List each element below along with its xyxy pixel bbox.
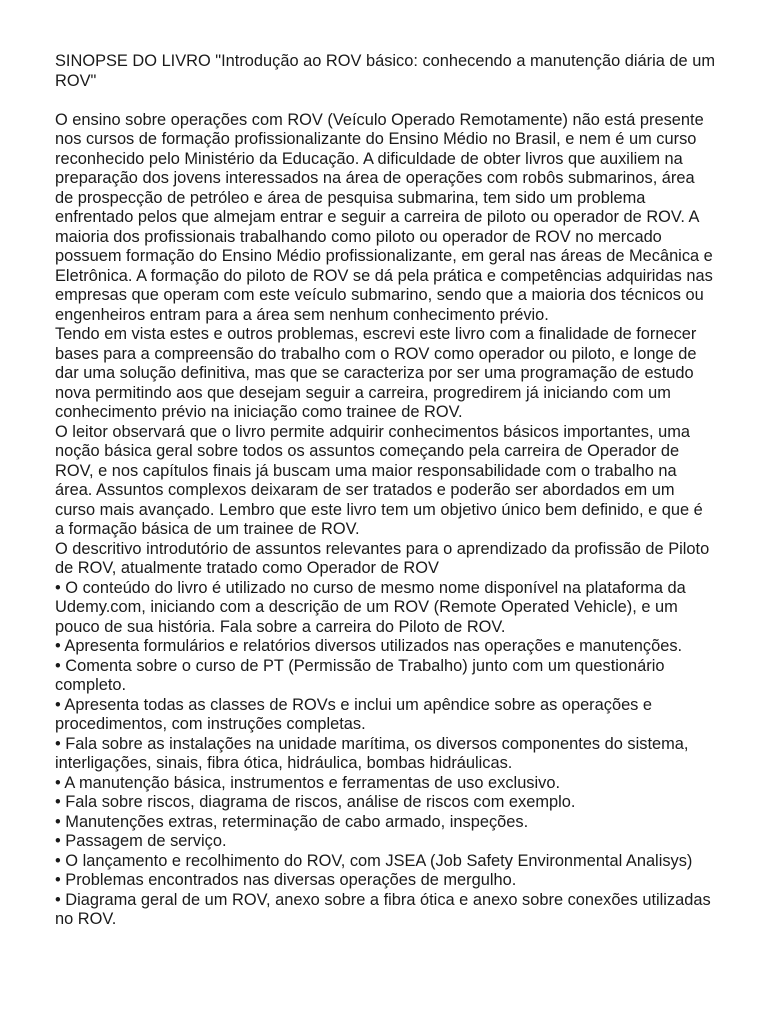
document-title: SINOPSE DO LIVRO "Introdução ao ROV básico: conhecendo a manutenção diária de um ROV": [55, 52, 715, 90]
paragraph-intro: O ensino sobre operações com ROV (Veículo Operado Remotamente) não está presente nos cursos de formação profissionalizante do Ensino Médio no Brasil, e nem é um curso reconhecido pelo Ministério da Educação. A dificuldade de obter livros que auxiliem na preparação dos jovens interessados na área de operações com robôs submarinos, área de prospecção de petróleo e área de pesquisa submarina, tem sido um problema enfrentado pelos que almejam entrar e seguir a carreira de piloto ou operador de ROV. A maioria dos profissionais trabalhando como piloto ou operador de ROV no mercado possuem formação do Ensino Médio profissionalizante, em geral nas áreas de Mecânica e Eletrônica. A formação do piloto de ROV se dá pela prática e competências adquiridas nas empresas que operam com este veículo submarino, sendo que a maioria dos técnicos ou engenheiros entram para a área sem nenhum conhecimento prévio.: [55, 110, 713, 324]
bullet-item: • Passagem de serviço.: [55, 832, 227, 850]
paragraph-reader: O leitor observará que o livro permite adquirir conhecimentos básicos importantes, uma noção básica geral sobre todos os assuntos começando pela carreira de Operador de ROV, e nos capítulos finais já buscam uma maior responsabilidade com o trabalho na área. Assuntos complexos deixaram de ser tratados e poderão ser abordados em um curso mais avançado. Lembro que este livro tem um objetivo único bem definido, e que é a formação básica de um trainee de ROV.: [55, 422, 703, 538]
bullet-item: • Comenta sobre o curso de PT (Permissão de Trabalho) junto com um questionário completo.: [55, 656, 665, 694]
bullet-item: • Manutenções extras, reterminação de cabo armado, inspeções.: [55, 812, 529, 831]
paragraph-purpose: Tendo em vista estes e outros problemas, escrevi este livro com a finalidade de fornecer bases para a compreensão do trabalho com o ROV como operador ou piloto, e longe de dar uma solução definitiva, mas que se caracteriza por ser uma programação de estudo nova permitindo aos que desejam seguir a carreira, progredirem já iniciando com um conhecimento prévio na iniciação como trainee de ROV.: [55, 325, 697, 421]
paragraph-descriptive: O descritivo introdutório de assuntos relevantes para o aprendizado da profissão de Piloto de ROV, atualmente tratado como Operador de ROV: [55, 539, 710, 577]
bullet-item: • Diagrama geral de um ROV, anexo sobre a fibra ótica e anexo sobre conexões utilizadas no ROV.: [55, 890, 711, 928]
bullet-item: • Problemas encontrados nas diversas operações de mergulho.: [55, 871, 517, 889]
document-body: [55, 52, 715, 930]
bullet-item: • O lançamento e recolhimento do ROV, com JSEA (Job Safety Environmental Analisys): [55, 851, 693, 870]
bullet-item: • Fala sobre as instalações na unidade marítima, os diversos componentes do sistema, interligações, sinais, fibra ótica, hidráulica, bombas hidráulicas.: [55, 734, 689, 772]
bullet-item: • Apresenta formulários e relatórios diversos utilizados nas operações e manutenções.: [55, 637, 683, 655]
paragraph-spacer: [55, 91, 715, 111]
bullet-item: • Apresenta todas as classes de ROVs e inclui um apêndice sobre as operações e procedimentos, com instruções completas.: [55, 695, 653, 733]
bullet-item: • O conteúdo do livro é utilizado no curso de mesmo nome disponível na plataforma da Udemy.com, iniciando com a descrição de um ROV (Remote Operated Vehicle), e um pouco de sua história. Fala sobre a carreira do Piloto de ROV.: [55, 578, 686, 636]
bullet-item: • Fala sobre riscos, diagrama de riscos, análise de riscos com exemplo.: [55, 793, 576, 811]
bullet-item: • A manutenção básica, instrumentos e ferramentas de uso exclusivo.: [55, 773, 561, 792]
